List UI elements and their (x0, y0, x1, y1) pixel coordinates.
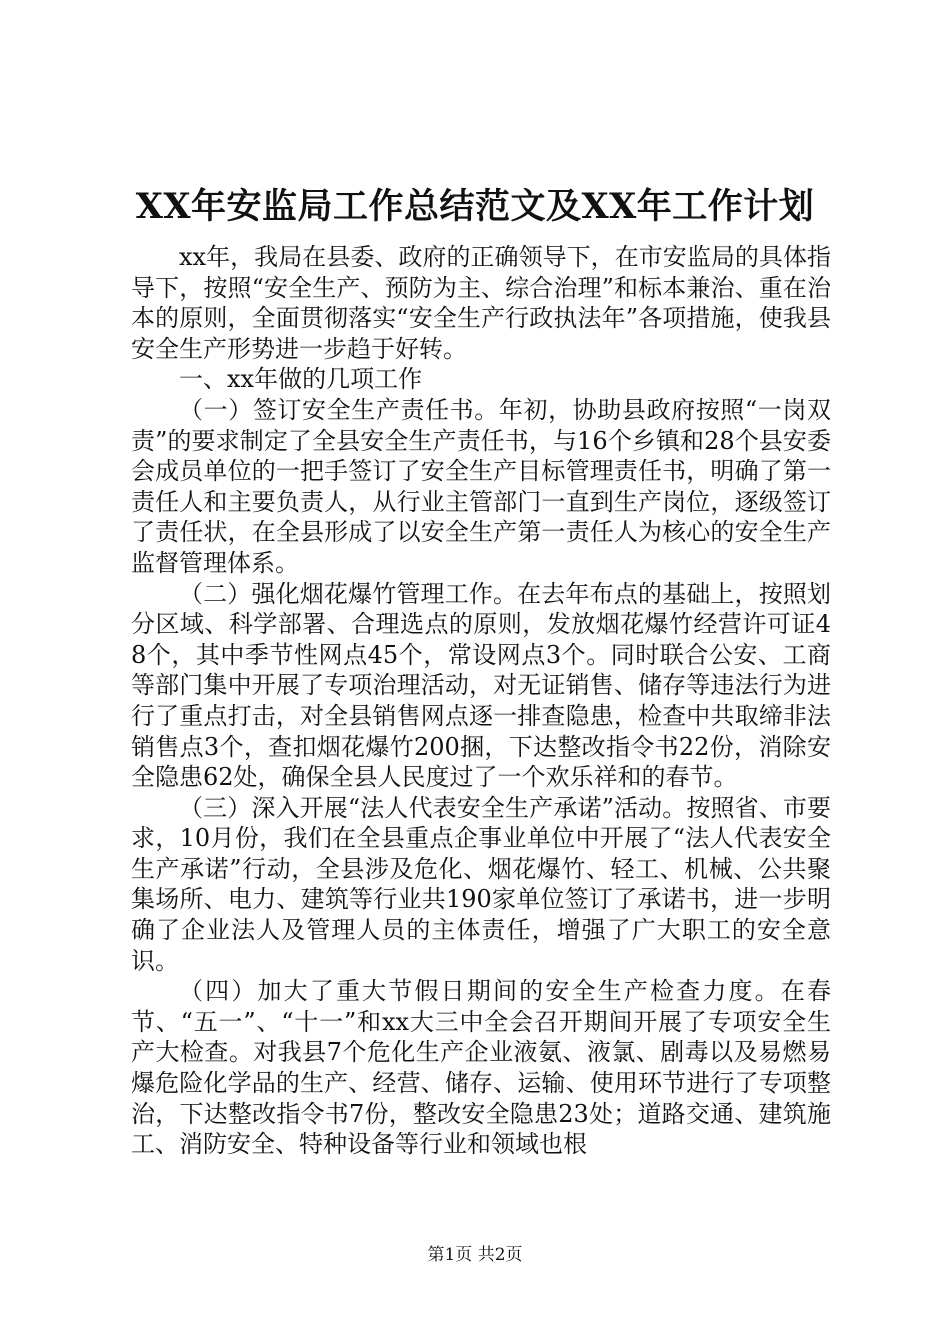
paragraph-item-1: （一）签订安全生产责任书。年初，协助县政府按照“一岗双责”的要求制定了全县安全生产责任书，与16个乡镇和28个县安委会成员单位的一把手签订了安全生产目标管理责任书，明确了第一责任人和主要负责人，从行业主管部门一直到生产岗位，逐级签订了责任状，在全县形成了以安全生产第一责任人为核心的安全生产监督管理体系。 (131, 395, 831, 577)
document-title: XX年安监局工作总结范文及XX年工作计划 (135, 186, 815, 227)
paragraph-intro: xx年，我局在县委、政府的正确领导下，在市安监局的具体指导下，按照“安全生产、预防为主、综合治理”和标本兼治、重在治本的原则，全面贯彻落实“安全生产行政执法年”各项措施，使我县安全生产形势进一步趋于好转。 (131, 243, 831, 363)
paragraph-item-4: （四）加大了重大节假日期间的安全生产检查力度。在春节、“五一”、“十一”和xx大三中全会召开期间开展了专项安全生产大检查。对我县7个危化生产企业液氨、液氯、剧毒以及易燃易爆危险化学品的生产、经营、储存、运输、使用环节进行了专项整治，下达整改指令书7份，整改安全隐患23处；道路交通、建筑施工、消防安全、特种设备等行业和领域也根 (131, 977, 831, 1159)
page-footer: 第1页 共2页 (427, 1245, 523, 1265)
document-body (131, 242, 831, 1160)
paragraph-item-2: （二）强化烟花爆竹管理工作。在去年布点的基础上，按照划分区域、科学部署、合理选点的原则，发放烟花爆竹经营许可证48个，其中季节性网点45个，常设网点3个。同时联合公安、工商等部门集中开展了专项治理活动，对无证销售、储存等违法行为进行了重点打击，对全县销售网点逐一排查隐患，检查中共取缔非法销售点3个，查扣烟花爆竹200捆，下达整改指令书22份，消除安全隐患62处，确保全县人民度过了一个欢乐祥和的春节。 (131, 579, 831, 792)
section-heading: 一、xx年做的几项工作 (179, 365, 423, 394)
paragraph-item-3: （三）深入开展“法人代表安全生产承诺”活动。按照省、市要求，10月份，我们在全县重点企事业单位中开展了“法人代表安全生产承诺”行动，全县涉及危化、烟花爆竹、轻工、机械、公共聚集场所、电力、建筑等行业共190家单位签订了承诺书，进一步明确了企业法人及管理人员的主体责任，增强了广大职工的安全意识。 (131, 793, 831, 975)
